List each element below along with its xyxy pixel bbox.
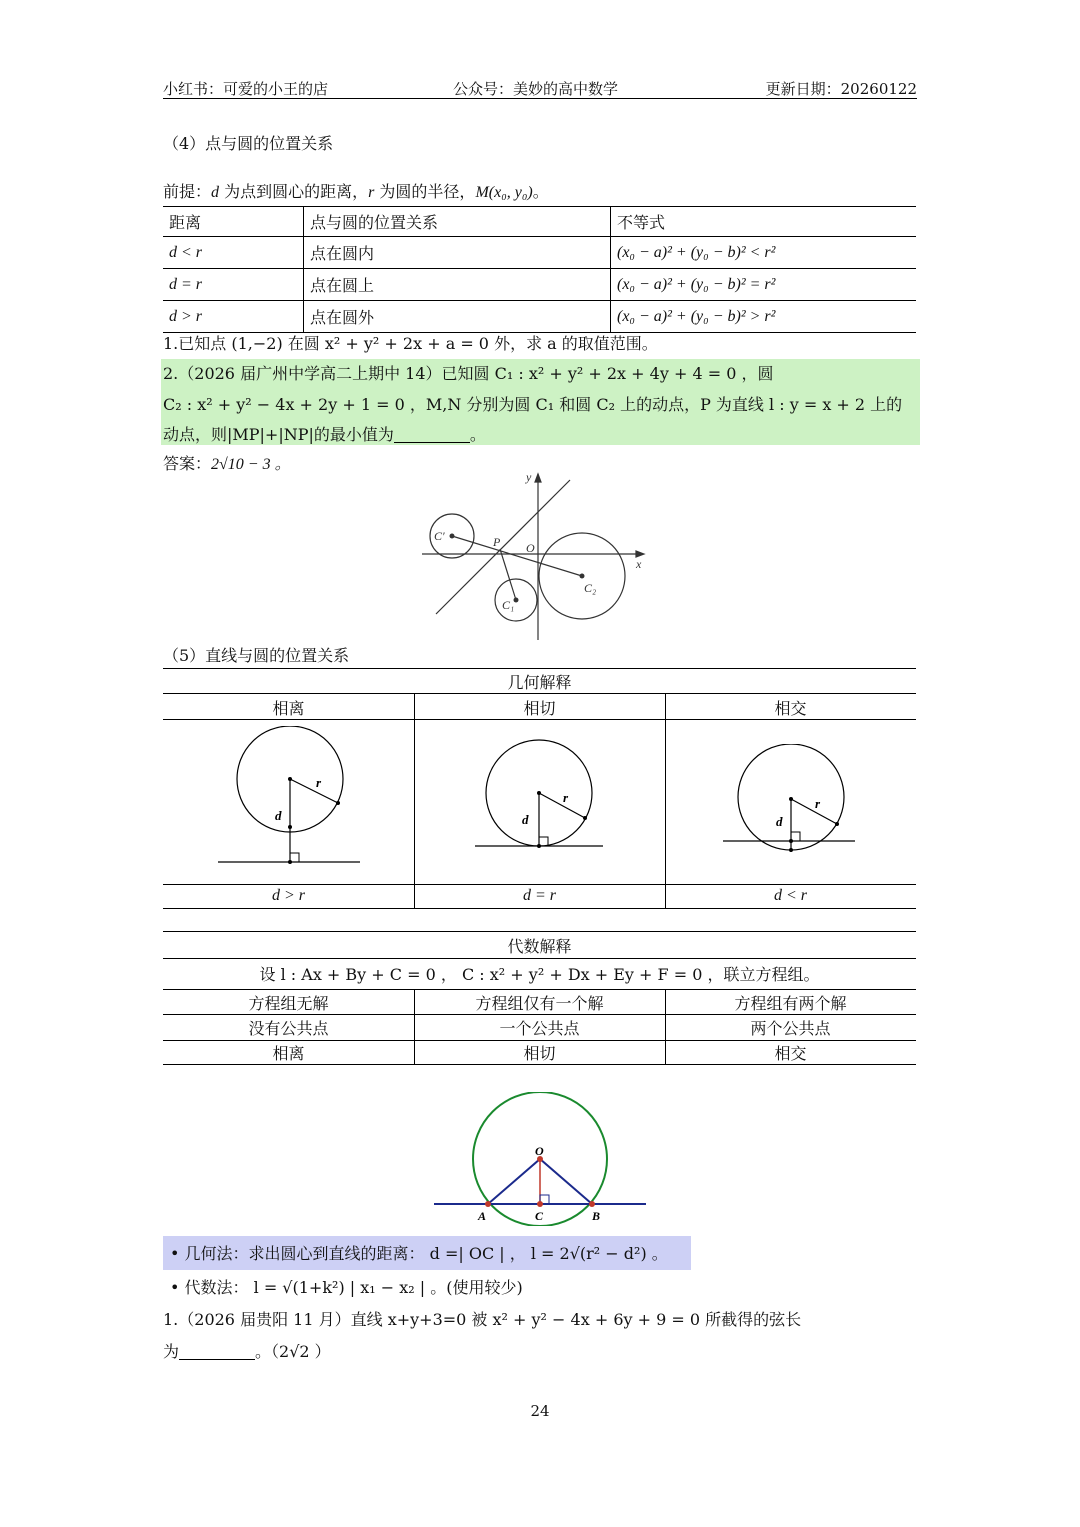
alg-setup: 设 l : Ax + By + C = 0 ， C : x² + y² + Dx + Ey + F = 0 ，联立方程组。 <box>259 965 820 984</box>
figure-separate <box>213 726 363 871</box>
svg-text:C′: C′ <box>434 529 445 543</box>
th-inequality: 不等式 <box>617 213 666 232</box>
answer-blank <box>394 426 470 443</box>
figure-intersect <box>721 744 861 859</box>
svg-text:d: d <box>275 808 282 823</box>
case-separate: 相离 <box>272 699 305 718</box>
page-header <box>163 78 917 99</box>
question-2-line3: 动点，则|MP|+|NP|的最小值为 。 <box>163 425 486 444</box>
answer-blank <box>179 1343 255 1360</box>
svg-text:O: O <box>535 1144 544 1158</box>
chord-figure <box>432 1092 648 1226</box>
header-left: 小红书：可爱的小王的店 <box>163 80 329 98</box>
table-row: d < r 点在圆内 (x₀ − a)² + (y₀ − b)² < r² <box>163 237 916 269</box>
table-row: d > r 点在圆外 (x₀ − a)² + (y₀ − b)² > r² <box>163 301 916 333</box>
svg-text:B: B <box>592 1209 601 1223</box>
page-number: 24 <box>530 1402 550 1420</box>
y-axis-arrow-icon <box>535 474 541 482</box>
two-circles-figure <box>418 472 650 642</box>
case-intersect: 相交 <box>774 699 807 718</box>
th-distance: 距离 <box>163 207 304 237</box>
th-relation: 点与圆的位置关系 <box>304 207 611 237</box>
example-1-line1: 1.（2026 届贵阳 11 月）直线 x+y+3=0 被 x² + y² − 4x + 6y + 9 = 0 所截得的弦长 <box>163 1310 802 1329</box>
bullet-algebraic: • 代数法： l = √(1+k²) | x₁ − x₂ | 。(使用较少) <box>170 1278 523 1297</box>
section4-premise: 前提：d 为点到圆心的距离，r 为圆的半径，M(x₀, y₀)。 <box>163 182 549 201</box>
geo-header: 几何解释 <box>507 673 572 692</box>
svg-text:C: C <box>535 1209 544 1223</box>
geometric-table <box>163 668 916 910</box>
case-tangent: 相切 <box>523 699 556 718</box>
svg-text:d: d <box>776 814 783 829</box>
relation-tangent: d = r <box>522 887 557 904</box>
alg-header: 代数解释 <box>507 937 572 956</box>
header-right: 更新日期：20260122 <box>765 80 917 98</box>
answer-line: 答案：2√10 − 3 。 <box>163 454 291 473</box>
point-circle-table <box>163 206 916 333</box>
svg-text:C₂: C₂ <box>584 581 597 595</box>
algebraic-table: 代数解释 设 l : Ax + By + C = 0 ， C : x² + y² + Dx + Ey + F = 0 ，联立方程组。 方程组无解 方程组仅有一个解 方程组有两个解 没有公共点 一个公共点 两个公共点 相离 相切 相交 <box>163 931 916 1066</box>
example-1-line2: 为 。（2√2 ） <box>163 1342 331 1361</box>
relation-intersect: d < r <box>773 887 808 904</box>
svg-text:O: O <box>526 541 535 555</box>
svg-text:d: d <box>522 812 529 827</box>
svg-text:x: x <box>636 557 642 571</box>
svg-text:r: r <box>316 775 322 790</box>
bullet-geometric: • 几何法：求出圆心到直线的距离： d =| OC | ， l = 2√(r² − d²) 。 <box>170 1244 668 1263</box>
svg-text:P: P <box>493 535 501 549</box>
svg-text:r: r <box>563 790 569 805</box>
figure-tangent <box>473 738 613 858</box>
svg-text:A: A <box>478 1209 487 1223</box>
relation-separate: d > r <box>271 887 306 904</box>
svg-text:r: r <box>815 796 821 811</box>
header-center: 公众号：美妙的高中数学 <box>453 80 619 98</box>
section4-title: （4）点与圆的位置关系 <box>163 134 334 153</box>
table-row: d = r 点在圆上 (x₀ − a)² + (y₀ − b)² = r² <box>163 269 916 301</box>
question-2-line2: C₂ : x² + y² − 4x + 2y + 1 = 0 ，M,N 分别为圆 C₁ 和圆 C₂ 上的动点，P 为直线 l : y = x + 2 上的 <box>163 395 903 414</box>
svg-text:C₁: C₁ <box>502 598 515 612</box>
question-1: 1.已知点 (1,−2) 在圆 x² + y² + 2x + a = 0 外，求 a 的取值范围。 <box>163 334 658 353</box>
svg-text:y: y <box>526 472 532 484</box>
section5-title: （5）直线与圆的位置关系 <box>163 646 350 665</box>
question-2-line1: 2.（2026 届广州中学高二上期中 14）已知圆 C₁ : x² + y² + 2x + 4y + 4 = 0 ，圆 <box>163 364 774 383</box>
